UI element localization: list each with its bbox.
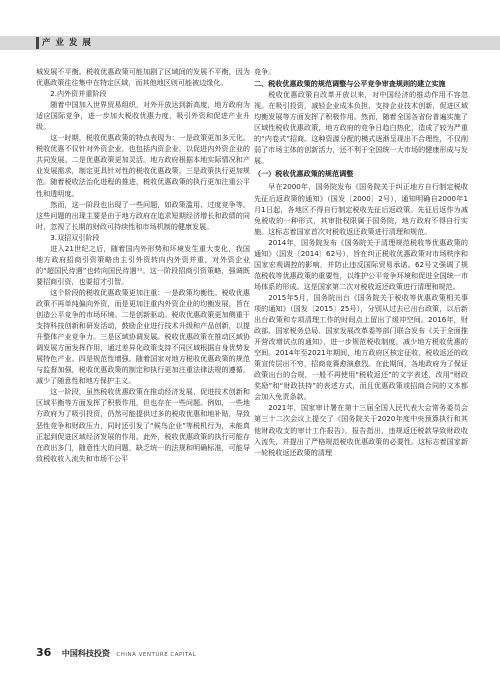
body-paragraph: 2014年，国务院发布《国务院关于清理规范税收等优惠政策的通知》（国发〔2014〕62号），旨在纠正税收优惠政策对市场秩序和国家宏观调控的影响，并防止违反国际贸易承诺。62号文强调了规范税收等优惠政策的重要性，以维护公平竞争环境和促进全国统一市场体系的形成。这是国家第二次对税收返还政策进行清理和规范。 bbox=[254, 237, 468, 291]
body-paragraph: 2015年5月，国务院出台《国务院关于税收等优惠政策相关事项的通知》（国发〔2015〕25号），分别从过去已出台政策，以后新出台政策和专项清理工作的时间点上留出了缓冲空间。2016年，财政部、国家税务总局、国家发展改革委等部门联合发布《关于全面推开营改增试点的通知》，进一步规范税收制度，减少地方税收优惠的空间。2014年至2021年期间，地方政府区核定征收、税收返还的政策宣传层出不穷，招商竞赛愈演愈烈。在此期间，各地政府为了保证政策出台的合规，一般不再使用“税收返还”的文字表述，改用“财政奖励”和“财政扶持”的表述方式，而且优惠政策或招商合同的文本都会加入免责条款。 bbox=[254, 292, 468, 402]
page-footer bbox=[36, 646, 196, 660]
body-paragraph: 竞争。 bbox=[254, 67, 276, 76]
subsection-heading: （一）税收优惠政策的规范调整 bbox=[254, 169, 354, 179]
body-paragraph: 这一阶段，虽然税收优惠政策在推动经济发展、促进技术创新和区域平衡等方面发挥了积极作用，但也存在一些问题。例如，一些地方政府为了吸引投资，仍然可能提供过多的税收优惠和地补贴，导致恶性竞争和财政压力，同时还引发了“候鸟企业”等税机行为，未能真正起到促进区域经济发展的作用。此外，税收优惠政策的执行可能存在政出多门，随意性大的问题，缺乏统一的法规和明确标准，可能导致税收收入流失和市场不公平 bbox=[36, 387, 250, 463]
body-paragraph: 这个阶段的税收优惠政策更加注重：一是政策均衡性。税收优惠政策不再单纯偏向外资，而是更加注重内外资企业的均衡发展，旨在创造公平竞争的市场环境。二是创新驱动。税收优惠政策更加侧重于支持科技创新和研发活动，鼓励企业进行技术升级和产品创新，以提升整体产业竞争力。三是区域协调发展。税收优惠政策在推动区域协调发展方面发挥作用，通过差异化政策支持不同区域根据自身优势发展特色产业。四是规范性增强。随着国家对地方税收优惠政策的规范与监督加强，税收优惠政策的制定和执行更加注重法律法规的遵循，减少了随意性和地方保护主义。 bbox=[36, 287, 250, 386]
body-paragraph: 3.双招双引阶段 bbox=[50, 232, 100, 242]
body-paragraph: 2.内外资并重阶段 bbox=[50, 89, 107, 99]
page-header bbox=[0, 0, 500, 56]
right-column bbox=[254, 66, 468, 458]
body-paragraph: 早在2000年，国务院发布《国务院关于纠正地方自行制定税收先征后返政策的通知》（国发〔2000〕2号），通知明确自2000年1月1日起，各地区不得自行制定税收先征后返政策。先征后返作为减免税收的一种形式，其审批权限属于国务院，地方政府不得自行实施。这标志着国家首次对税收返还政策进行清理和规范。 bbox=[254, 182, 468, 236]
section-heading: 二、税收优惠政策的规范调整与公平竞争审查规则的建立实施 bbox=[254, 79, 446, 89]
magazine-name: 中国科技投资 bbox=[61, 649, 110, 658]
body-paragraph: 然而，这一阶段也出现了一些问题，如政策滥用、过度竞争等。这些问题的出现主要是由于地方政府在追求短期经济增长和政绩的同时，忽视了长期的财政可持续性和市场机制的健康发展。 bbox=[36, 199, 250, 231]
body-paragraph: 这一时期，税收优惠政策的特点表现为：一是政策更加多元化。税收优惠不仅针对外资企业，也包括内资企业，以促进内外资企业的共同发展。二是优惠政策更加灵活。地方政府根据本地实际情况和产业发展需求，制定更具针对性的税收优惠政策。三是政策执行更加规范。随着税收法治化进程的推进，税收优惠政策的执行更加注重公平性和透明度。 bbox=[36, 133, 250, 198]
section-label: 产 业 发 展 bbox=[42, 38, 92, 48]
body-paragraph: 2021年，国家审计署在第十三届全国人民代表大会常务委员会第三十二次会议上提交了《国务院关于2020年度中央预算执行和其他财政收支的审计工作报告》，报告指出，违规返还税款导致财政收入流失，并提出了严格规范税收优惠政策的必要性。这标志着国家新一轮税收返还政策的清理 bbox=[254, 403, 468, 457]
magazine-name-en: CHINA VENTURE CAPITAL bbox=[116, 652, 197, 658]
body-paragraph: 随着中国加入世界贸易组织，对外开放达到新高度，地方政府为适应国际竞争，进一步加大税收优惠力度，吸引外资和促进产业升级。 bbox=[36, 100, 250, 132]
header-marker bbox=[36, 37, 39, 49]
body-paragraph: 城发展不平衡。税收优惠政策可能加剧了区域间的发展不平衡，因为优惠政策往往集中在特定区域，而其他地区则可能被边缘化。 bbox=[36, 67, 250, 88]
left-column bbox=[36, 66, 250, 464]
page-number: 36 bbox=[36, 646, 52, 659]
body-paragraph: 进入21世纪之后，随着国内外形势和环境发生重大变化，我国地方政府招商引资策略由主引外资转向内外资并重，对外资企业的“超国民待遇”也转向国民待遇¹¹。这一阶段招商引资策略，强调既要招商引资，也要招才引智。 bbox=[36, 243, 250, 286]
body-paragraph: 税收优惠政策自改革开放以来，对中国经济的推动作用不容忽视。在吸引投资，减轻企业成本负担，支持企业技术创新，促进区域均衡发展等方面发挥了积极作用。然而，随着全国各省份普遍实施了区域性税收优惠政策，地方政府的竞争日趋白热化，造成了较为严重的“内卷式”招商。这种资源分配的模式逐渐呈现出不合理性，不仅削弱了市场主体的创新活力，还不利于全国统一大市场的健康形成与发展。 bbox=[254, 90, 468, 166]
